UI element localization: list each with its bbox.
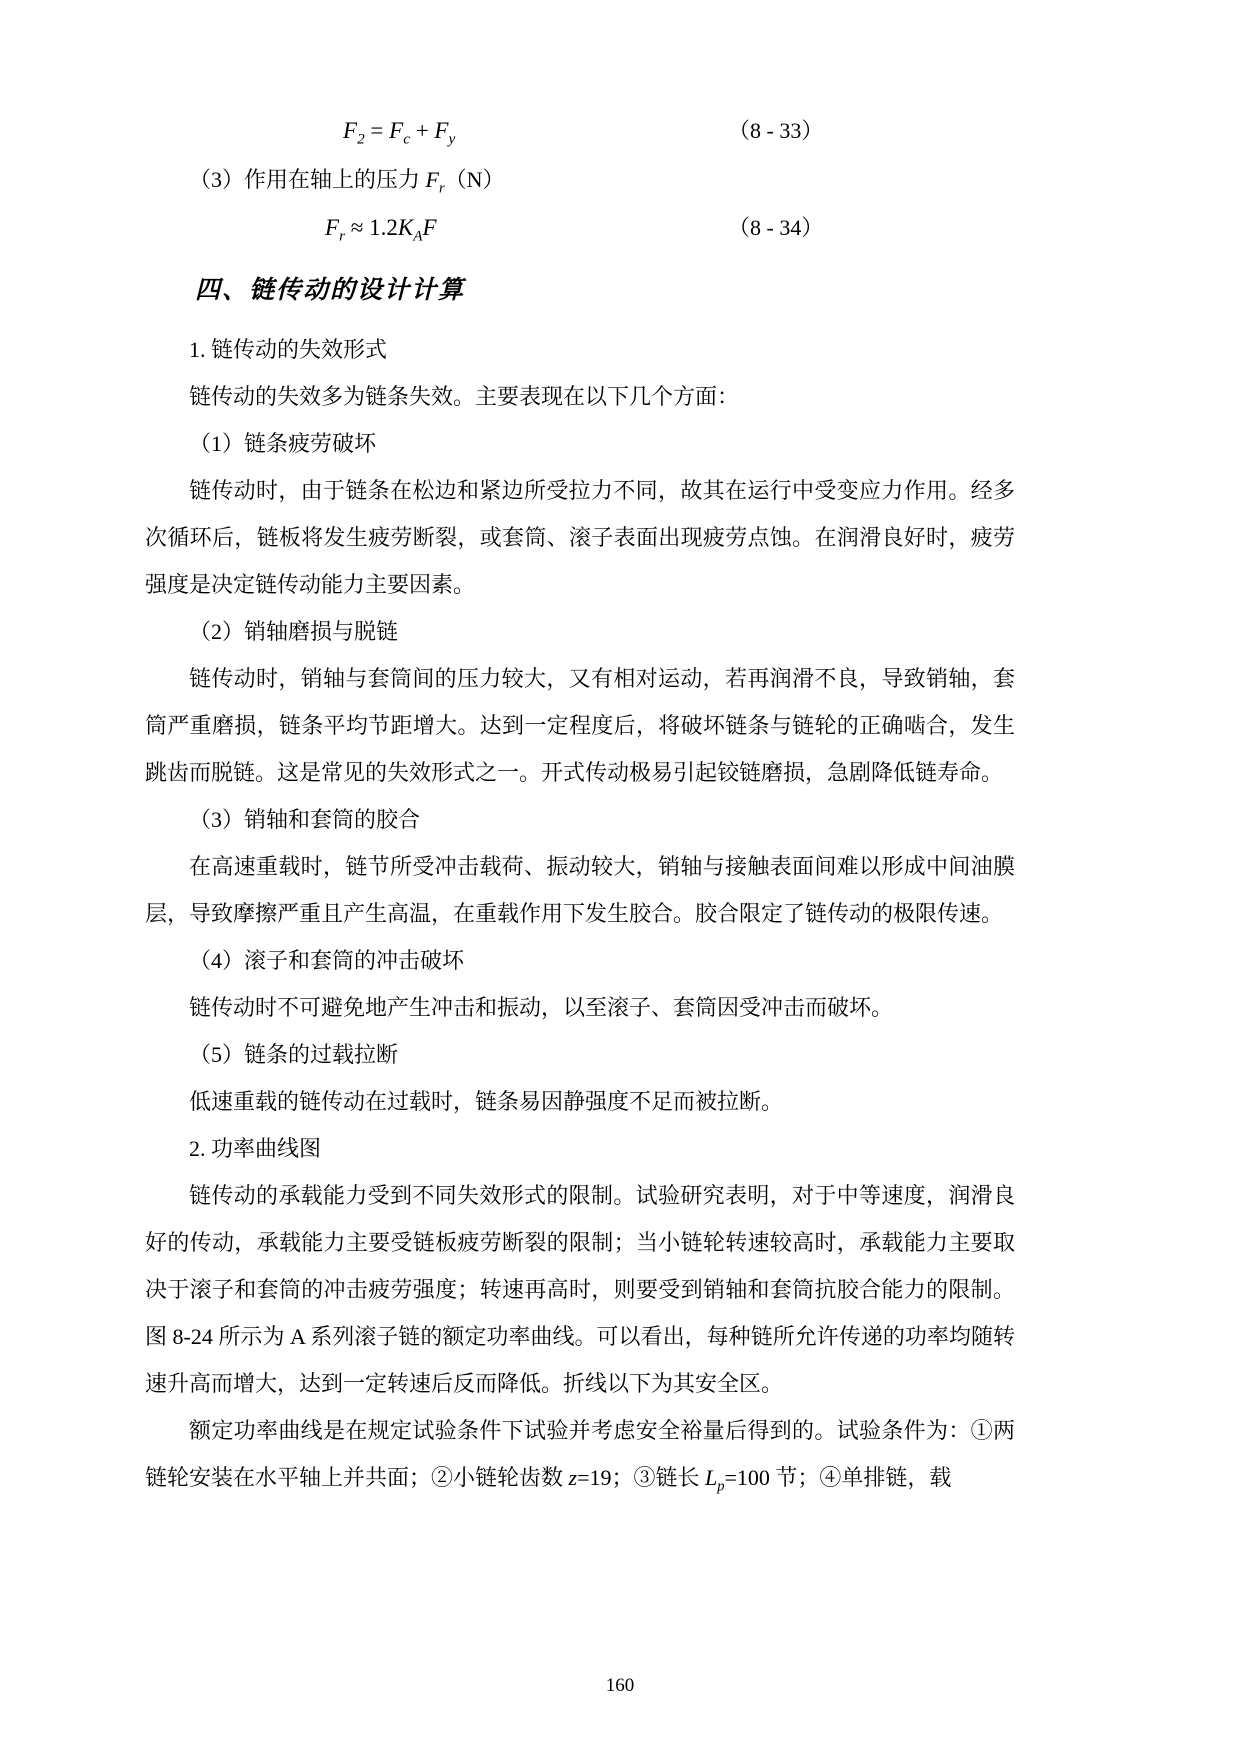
item-pin-sleeve-scuffing: （3）销轴和套筒的胶合	[189, 807, 421, 832]
equation-8-34	[145, 203, 1015, 253]
paragraph-test-conditions: 额定功率曲线是在规定试验条件下试验并考虑安全裕量后得到的。试验条件为：①两链轮安装在水平轴上并共面；②小链轮齿数 z=19；③链长 $L_p=100$ 节；④单排链，载	[145, 1418, 1015, 1495]
item-roller-impact: （4）滚子和套筒的冲击破坏	[189, 948, 465, 973]
equation-number-8-34: （8 - 34）	[728, 215, 824, 240]
paragraph-power-curve: 链传动的承载能力受到不同失效形式的限制。试验研究表明，对于中等速度，润滑良好的传动，承载能力主要受链板疲劳断裂的限制；当小链轮转速较高时，承载能力主要取决于滚子和套筒的冲击疲劳强度；转速再高时，则要受到销轴和套筒抗胶合能力的限制。图 8-24 所示为 A 系列滚子链的额定功率曲线。可以看出，每种链所允许传递的功率均随转速升高而增大，达到一定转速后反而降低。折线以下为其安全区。	[145, 1183, 1015, 1396]
equation-number-8-33: （8 - 33）	[728, 118, 824, 143]
paragraph-overload-break: 低速重载的链传动在过载时，链条易因静强度不足而被拉断。	[189, 1089, 784, 1114]
paragraph-pin-wear: 链传动时，销轴与套筒间的压力较大，又有相对运动，若再润滑不良，导致销轴，套筒严重磨损，链条平均节距增大。达到一定程度后，将破坏链条与链轮的正确啮合，发生跳齿而脱链。这是常见的失效形式之一。开式传动极易引起铰链磨损，急剧降低链寿命。	[145, 666, 1015, 785]
page-number: 160	[605, 1675, 635, 1696]
item-fatigue-failure: （1）链条疲劳破坏	[189, 431, 377, 456]
section-heading-design-calculation: 四、链传动的设计计算	[195, 277, 466, 304]
paragraph-fatigue: 链传动时，由于链条在松边和紧边所受拉力不同，故其在运行中受变应力作用。经多次循环后，链板将发生疲劳断裂，或套筒、滚子表面出现疲劳点蚀。在润滑良好时，疲劳强度是决定链传动能力主要因素。	[145, 478, 1015, 597]
item-overload-break: （5）链条的过载拉断	[189, 1042, 399, 1067]
item-axle-pressure: （3）作用在轴上的压力 $F_r(N)$	[189, 167, 505, 197]
equation-8-33	[145, 106, 1015, 156]
paragraph-roller-impact: 链传动时不可避免地产生冲击和振动，以至滚子、套筒因受冲击而破坏。	[189, 995, 894, 1020]
subheading-power-curve: 2. 功率曲线图	[189, 1136, 322, 1161]
subheading-failure-modes: 1. 链传动的失效形式	[189, 337, 388, 362]
formula-f2: $F_2 = F_c + F_y$	[343, 118, 456, 148]
paragraph-scuffing: 在高速重载时，链节所受冲击载荷、振动较大，销轴与接触表面间难以形成中间油膜层，导致摩擦严重且产生高温，在重载作用下发生胶合。胶合限定了链传动的极限传速。	[145, 854, 1015, 926]
item-pin-wear: （2）销轴磨损与脱链	[189, 619, 399, 644]
formula-fr: $F_r \approx 1.2K_AF$	[325, 215, 437, 245]
paragraph-intro: 链传动的失效多为链条失效。主要表现在以下几个方面：	[189, 384, 740, 409]
